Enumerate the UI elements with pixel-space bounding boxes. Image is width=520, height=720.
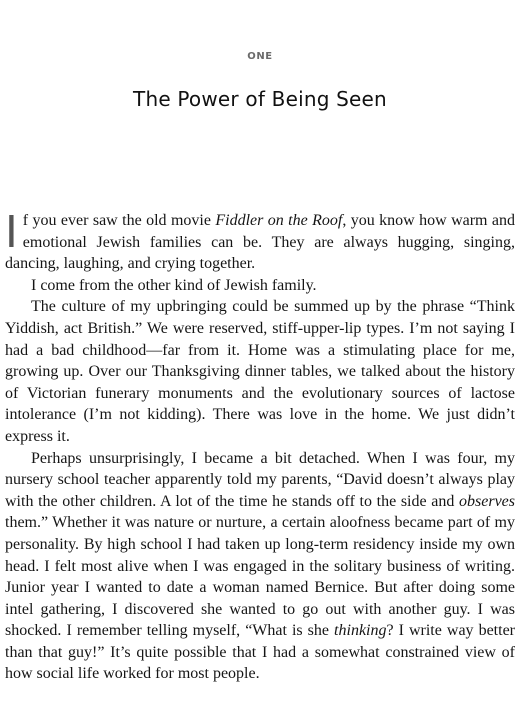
paragraph-2-text: I come from the other kind of Jewish family. xyxy=(31,276,317,294)
paragraph-4-text-a: Perhaps unsurprisingly, I became a bit detached. When I was four, my nursery school teacher apparently told my parents, “David doesn’t always play with the other children. A lot of the time he stands off to the side and xyxy=(5,449,515,510)
chapter-title: The Power of Being Seen xyxy=(133,87,387,111)
drop-cap: I xyxy=(5,205,18,257)
paragraph-4-text-c: ? I write way better than that guy!” It’s quite possible that I had a somewhat constrained view of how social life worked for most people. xyxy=(5,622,515,683)
paragraph-2 xyxy=(5,275,515,297)
paragraph-1 xyxy=(5,205,516,275)
emphasis-observes: observes xyxy=(459,492,515,510)
paragraph-1-text-a: f you ever saw the old movie xyxy=(22,212,216,229)
paragraph-4-text-b: them.” Whether it was nature or nurture, a certain aloofness became part of my personality. By high school I had taken up long-term residency inside my own head. I felt most alive when I was engaged in the solitary business of writing. Junior year I wanted to date a woman named Bernice. But after doing some intel gathering, I discovered she wanted to go out with another guy. I was shocked. I remember telling myself, “What is she xyxy=(5,514,515,640)
paragraph-1-text-b: , you know how warm and emotional Jewish families can be. They are always hugging, singing, dancing, laughing, and crying together. xyxy=(5,212,516,273)
emphasis-thinking: thinking xyxy=(334,622,387,640)
paragraph-4 xyxy=(5,448,515,686)
paragraph-3 xyxy=(5,296,515,447)
movie-title: Fiddler on the Roof xyxy=(215,212,343,229)
paragraph-3-text: The culture of my upbringing could be summed up by the phrase “Think Yiddish, act British.” We were reserved, stiff-upper-lip types. I’m not saying I had a bad childhood—far from it. Home was a stimulating place for me, growing up. Over our Thanksgiving dinner tables, we talked about the history of Victorian funerary monuments and the evolutionary sources of lactose intolerance (I’m not kidding). There was love in the home. We just didn’t express it. xyxy=(5,298,515,445)
chapter-number: ONE xyxy=(247,51,273,62)
chapter-body xyxy=(5,205,516,685)
